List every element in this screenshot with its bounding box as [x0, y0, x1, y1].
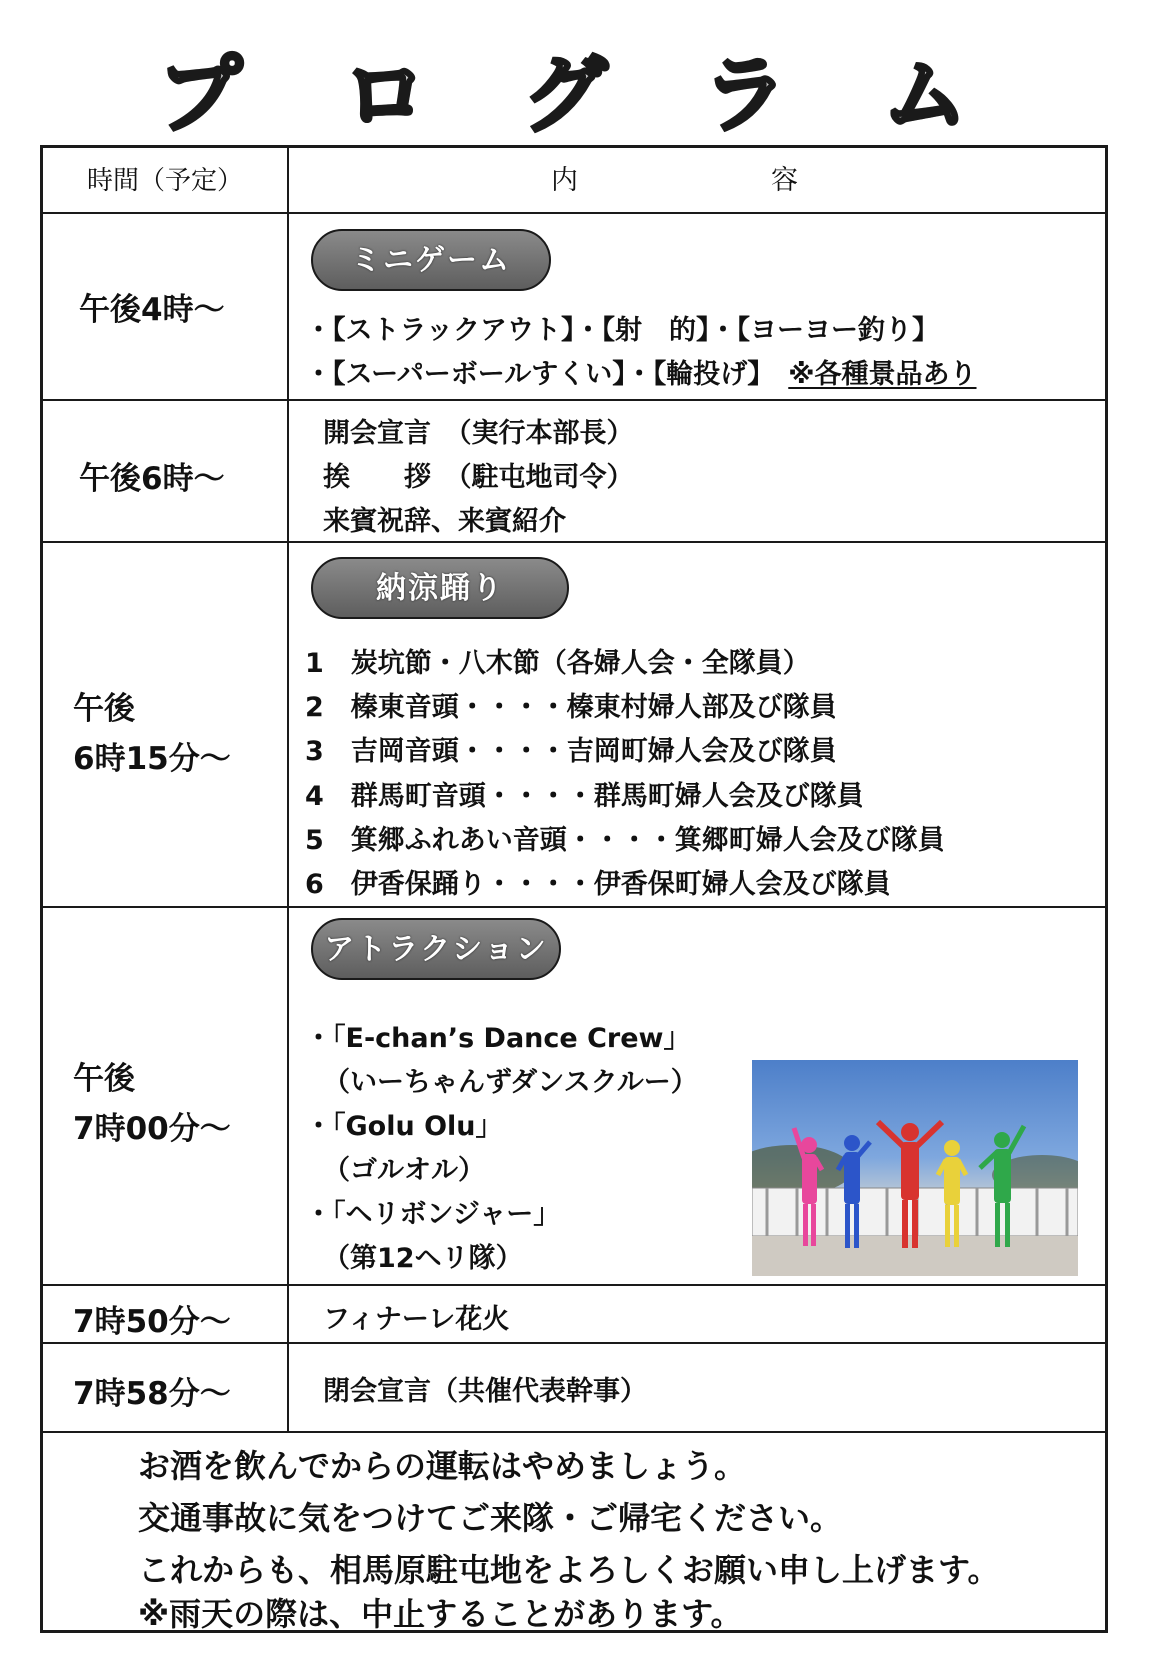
notice-line: ※雨天の際は、中止することがあります。 — [138, 1595, 743, 1633]
content-line: 4 群馬町音頭・・・・群馬町婦人会及び隊員 — [305, 781, 864, 812]
header-time: 時間（予定） — [86, 166, 243, 196]
notice-line: これからも、相馬原駐屯地をよろしくお願い申し上げます。 — [138, 1551, 1000, 1589]
content-line: ・「E-chan’s Dance Crew」 — [305, 1023, 691, 1054]
row-time: 7時58分～ — [73, 1376, 231, 1412]
table-row-attraction — [43, 908, 1105, 1286]
content-line: ・【スーパーボールすくい】・【輪投げ】 ※各種景品あり — [305, 359, 977, 390]
row-time: 午後 — [73, 691, 135, 727]
content-line: 6 伊香保踊り・・・・伊香保町婦人会及び隊員 — [305, 869, 891, 900]
heliborger-photo — [752, 1060, 1078, 1276]
row-time: 午後4時～ — [79, 292, 225, 328]
section-pill: 納涼踊り — [311, 557, 569, 619]
header-content-char: 内 — [551, 165, 578, 196]
row-time: 午後 — [73, 1061, 135, 1097]
table-row-opening — [43, 401, 1105, 543]
program-title — [150, 46, 1010, 144]
heliborger-illustration — [752, 1060, 1078, 1276]
table-header-row — [43, 148, 1105, 214]
content-line: ・「ヘリボンジャー」 — [305, 1199, 561, 1230]
row-time: 6時15分～ — [73, 741, 231, 777]
program-table — [40, 145, 1108, 1633]
row-time: 7時50分～ — [73, 1304, 231, 1340]
table-row-minigame — [43, 214, 1105, 401]
title-char: ラ — [695, 50, 795, 140]
content-line: 2 榛東音頭・・・・榛東村婦人部及び隊員 — [305, 692, 837, 723]
notice-line: お酒を飲んでからの運転はやめましょう。 — [138, 1447, 747, 1485]
content-line: 3 吉岡音頭・・・・吉岡町婦人会及び隊員 — [305, 736, 837, 767]
header-content — [289, 148, 1105, 214]
title-char: プ — [150, 50, 250, 140]
section-pill: アトラクション — [311, 918, 561, 980]
prize-note: ※各種景品あり — [788, 359, 977, 390]
content-line: フィナーレ花火 — [323, 1304, 510, 1335]
content-line: ・「Golu Olu」 — [305, 1111, 503, 1142]
content-line: 来賓祝辞、来賓紹介 — [323, 506, 566, 537]
title-char: ロ — [335, 50, 435, 140]
title-char: グ — [515, 50, 615, 140]
content-line: 1 炭坑節・八木節（各婦人会・全隊員） — [305, 648, 810, 679]
content-line: 開会宣言 （実行本部長） — [323, 418, 634, 449]
content-line: （ゴルオル） — [323, 1155, 485, 1186]
content-line: （いーちゃんずダンスクルー） — [323, 1067, 698, 1098]
section-pill: ミニゲーム — [311, 229, 551, 291]
content-line: 5 箕郷ふれあい音頭・・・・箕郷町婦人会及び隊員 — [305, 825, 945, 856]
table-row-dance — [43, 543, 1105, 908]
notice-line: 交通事故に気をつけてご来隊・ご帰宅ください。 — [138, 1499, 843, 1537]
header-content-char: 容 — [771, 165, 798, 196]
table-row-closing — [43, 1344, 1105, 1433]
table-row-fireworks — [43, 1286, 1105, 1344]
row-time: 午後6時～ — [79, 461, 225, 497]
title-char: ム — [875, 50, 975, 140]
table-footer-notice — [43, 1433, 1105, 1633]
content-line: （第12ヘリ隊） — [323, 1243, 523, 1274]
content-line: 閉会宣言（共催代表幹事） — [323, 1376, 647, 1407]
row-time: 7時00分～ — [73, 1111, 231, 1147]
content-line: 挨 拶 （駐屯地司令） — [323, 462, 634, 493]
content-line: ・【ストラックアウト】・【射 的】・【ヨーヨー釣り】 — [305, 315, 939, 346]
